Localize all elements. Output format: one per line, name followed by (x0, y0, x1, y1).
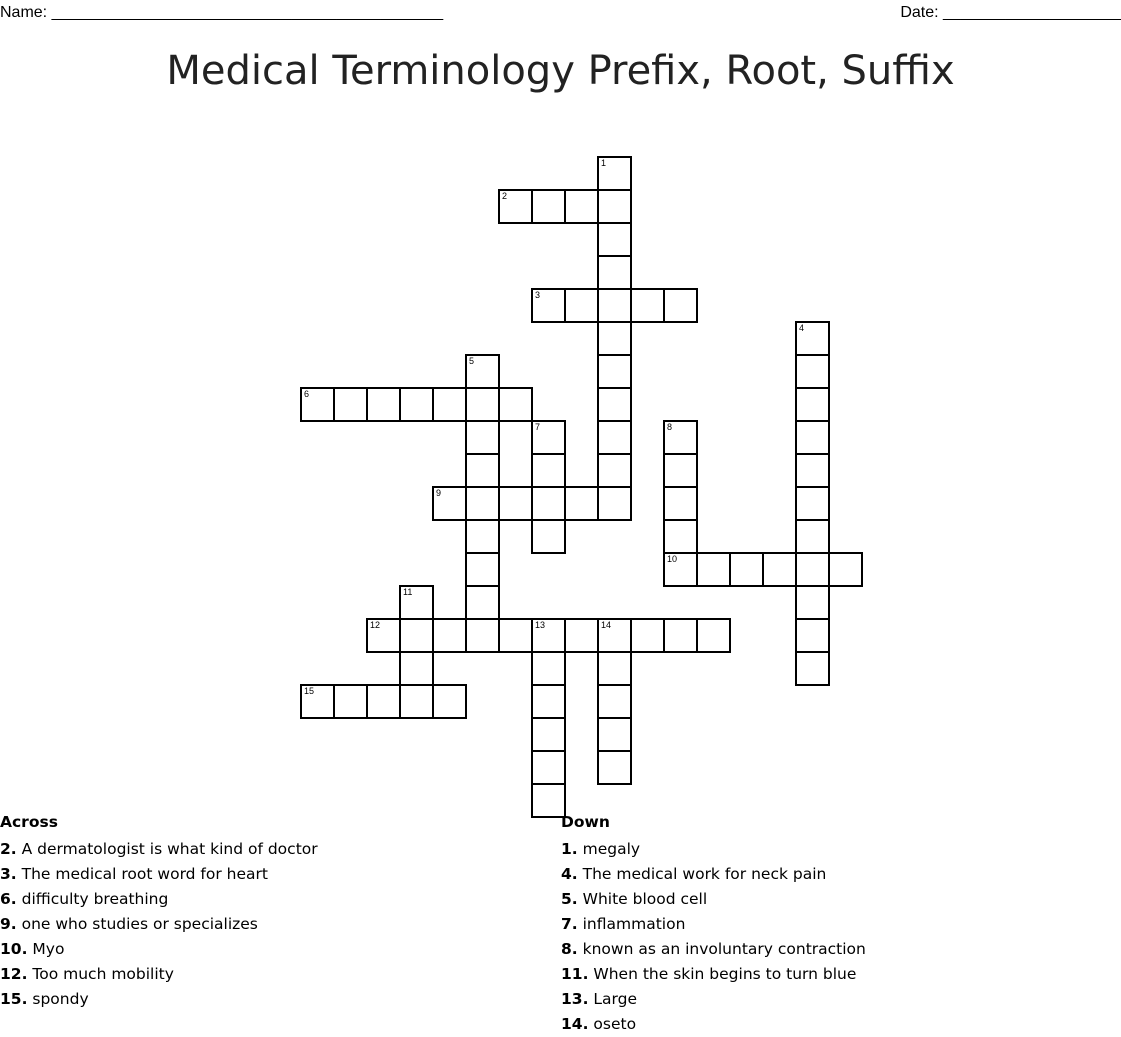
clue-text: Too much mobility (27, 965, 174, 983)
down-clue (561, 887, 866, 912)
grid-cell[interactable] (564, 288, 599, 323)
grid-cell[interactable] (531, 420, 566, 455)
clue-num: 10. (0, 940, 28, 958)
grid-cell[interactable] (597, 420, 632, 455)
grid-cell[interactable] (564, 189, 599, 224)
grid-cell[interactable] (465, 486, 500, 521)
grid-cell[interactable] (597, 684, 632, 719)
date-field-label[interactable]: Date: ____________________ (900, 4, 1121, 21)
clue-number: 1 (601, 158, 607, 168)
grid-cell[interactable] (795, 354, 830, 389)
across-clue (0, 862, 318, 887)
grid-cell[interactable] (663, 618, 698, 653)
grid-cell[interactable] (597, 453, 632, 488)
grid-cell[interactable] (432, 684, 467, 719)
clue-text: White blood cell (577, 890, 708, 908)
grid-cell[interactable] (531, 717, 566, 752)
grid-cell[interactable] (399, 387, 434, 422)
grid-cell[interactable] (531, 651, 566, 686)
grid-cell[interactable] (399, 651, 434, 686)
across-clues (0, 812, 318, 1012)
clue-text: The medical root word for heart (16, 865, 268, 883)
clue-num: 13. (561, 990, 589, 1008)
grid-cell[interactable] (597, 189, 632, 224)
name-field-label[interactable]: Name: ____________________________________________ (0, 4, 444, 21)
grid-cell[interactable] (498, 618, 533, 653)
grid-cell[interactable] (333, 387, 368, 422)
grid-cell[interactable] (432, 486, 467, 521)
grid-cell[interactable] (300, 684, 335, 719)
down-clue (561, 962, 866, 987)
grid-cell[interactable] (531, 453, 566, 488)
grid-cell[interactable] (300, 387, 335, 422)
clue-number: 15 (304, 686, 315, 696)
clue-num: 11. (561, 965, 589, 983)
clue-text: oseto (588, 1015, 637, 1033)
grid-cell[interactable] (366, 387, 401, 422)
grid-cell[interactable] (597, 321, 632, 356)
grid-cell[interactable] (399, 618, 434, 653)
clue-text: Myo (27, 940, 65, 958)
clue-number: 7 (535, 422, 541, 432)
grid-cell[interactable] (465, 585, 500, 620)
down-heading: Down (561, 813, 610, 831)
clue-text: When the skin begins to turn blue (588, 965, 857, 983)
clue-number: 11 (403, 587, 413, 597)
grid-cell[interactable] (531, 684, 566, 719)
grid-cell[interactable] (795, 453, 830, 488)
grid-cell[interactable] (795, 519, 830, 554)
clue-text: inflammation (577, 915, 686, 933)
clue-num: 7. (561, 915, 578, 933)
across-clue (0, 912, 318, 937)
across-clue (0, 887, 318, 912)
grid-cell[interactable] (432, 387, 467, 422)
grid-cell[interactable] (597, 717, 632, 752)
grid-cell[interactable] (399, 684, 434, 719)
grid-cell[interactable] (498, 387, 533, 422)
clue-number: 3 (535, 290, 541, 300)
clue-text: megaly (577, 840, 641, 858)
grid-cell[interactable] (663, 519, 698, 554)
grid-cell[interactable] (399, 585, 434, 620)
grid-cell[interactable] (630, 618, 665, 653)
grid-cell[interactable] (663, 552, 698, 587)
grid-cell[interactable] (333, 684, 368, 719)
grid-cell[interactable] (597, 255, 632, 290)
grid-cell[interactable] (498, 486, 533, 521)
clue-num: 5. (561, 890, 578, 908)
grid-cell[interactable] (663, 288, 698, 323)
clue-num: 9. (0, 915, 17, 933)
across-clue (0, 962, 318, 987)
down-clue (561, 912, 866, 937)
clue-text: A dermatologist is what kind of doctor (16, 840, 318, 858)
clue-number: 2 (502, 191, 508, 201)
grid-cell[interactable] (795, 618, 830, 653)
grid-cell[interactable] (531, 189, 566, 224)
clue-number: 8 (667, 422, 673, 432)
grid-cell[interactable] (564, 486, 599, 521)
grid-cell[interactable] (663, 486, 698, 521)
grid-cell[interactable] (663, 420, 698, 455)
down-clue (561, 937, 866, 962)
clue-num: 3. (0, 865, 17, 883)
grid-cell[interactable] (498, 189, 533, 224)
clue-text: spondy (27, 990, 89, 1008)
grid-cell[interactable] (597, 618, 632, 653)
clue-num: 2. (0, 840, 17, 858)
clue-num: 1. (561, 840, 578, 858)
down-clue (561, 837, 866, 862)
grid-cell[interactable] (795, 585, 830, 620)
grid-cell[interactable] (465, 354, 500, 389)
across-heading: Across (0, 813, 58, 831)
grid-cell[interactable] (795, 387, 830, 422)
grid-cell[interactable] (597, 750, 632, 785)
clue-num: 15. (0, 990, 28, 1008)
grid-cell[interactable] (366, 684, 401, 719)
grid-cell[interactable] (729, 552, 764, 587)
clue-num: 8. (561, 940, 578, 958)
grid-cell[interactable] (663, 453, 698, 488)
clue-number: 14 (601, 620, 612, 630)
grid-cell[interactable] (597, 486, 632, 521)
grid-cell[interactable] (630, 288, 665, 323)
grid-cell[interactable] (795, 321, 830, 356)
grid-cell[interactable] (795, 486, 830, 521)
page-title: Medical Terminology Prefix, Root, Suffix (166, 48, 955, 94)
grid-cell[interactable] (597, 387, 632, 422)
clue-text: one who studies or specializes (16, 915, 258, 933)
clue-text: difficulty breathing (16, 890, 169, 908)
clue-number: 13 (535, 620, 546, 630)
across-clue-list (0, 837, 318, 1012)
grid-cell[interactable] (531, 486, 566, 521)
grid-cell[interactable] (597, 651, 632, 686)
across-clue (0, 937, 318, 962)
down-clue (561, 862, 866, 887)
grid-cell[interactable] (795, 420, 830, 455)
grid-cell[interactable] (597, 354, 632, 389)
down-clue (561, 1012, 866, 1037)
clue-num: 12. (0, 965, 28, 983)
grid-cell[interactable] (795, 651, 830, 686)
clue-number: 12 (370, 620, 381, 630)
grid-cell[interactable] (762, 552, 797, 587)
clue-text: Large (588, 990, 638, 1008)
clue-num: 4. (561, 865, 578, 883)
grid-cell[interactable] (696, 552, 731, 587)
grid-cell[interactable] (465, 420, 500, 455)
clue-number: 6 (304, 389, 310, 399)
grid-cell[interactable] (465, 387, 500, 422)
down-clues (561, 812, 866, 1037)
across-clue (0, 837, 318, 862)
clue-num: 14. (561, 1015, 589, 1033)
grid-cell[interactable] (531, 288, 566, 323)
grid-cell[interactable] (696, 618, 731, 653)
clue-number: 9 (436, 488, 442, 498)
clue-num: 6. (0, 890, 17, 908)
down-clue (561, 987, 866, 1012)
grid-cell[interactable] (531, 618, 566, 653)
clue-number: 4 (799, 323, 805, 333)
clue-text: known as an involuntary contraction (577, 940, 866, 958)
grid-cell[interactable] (828, 552, 863, 587)
grid-cell[interactable] (531, 750, 566, 785)
grid-cell[interactable] (564, 618, 599, 653)
grid-cell[interactable] (465, 552, 500, 587)
clue-text: The medical work for neck pain (577, 865, 827, 883)
grid-cell[interactable] (465, 453, 500, 488)
grid-cell[interactable] (432, 618, 467, 653)
grid-cell[interactable] (597, 222, 632, 257)
clue-number: 5 (469, 356, 475, 366)
across-clue (0, 987, 318, 1012)
grid-cell[interactable] (531, 519, 566, 554)
down-clue-list (561, 837, 866, 1037)
grid-cell[interactable] (597, 156, 632, 191)
grid-cell[interactable] (597, 288, 632, 323)
grid-cell[interactable] (366, 618, 401, 653)
grid-cell[interactable] (465, 519, 500, 554)
grid-cell[interactable] (465, 618, 500, 653)
clue-number: 10 (667, 554, 678, 564)
grid-cell[interactable] (795, 552, 830, 587)
